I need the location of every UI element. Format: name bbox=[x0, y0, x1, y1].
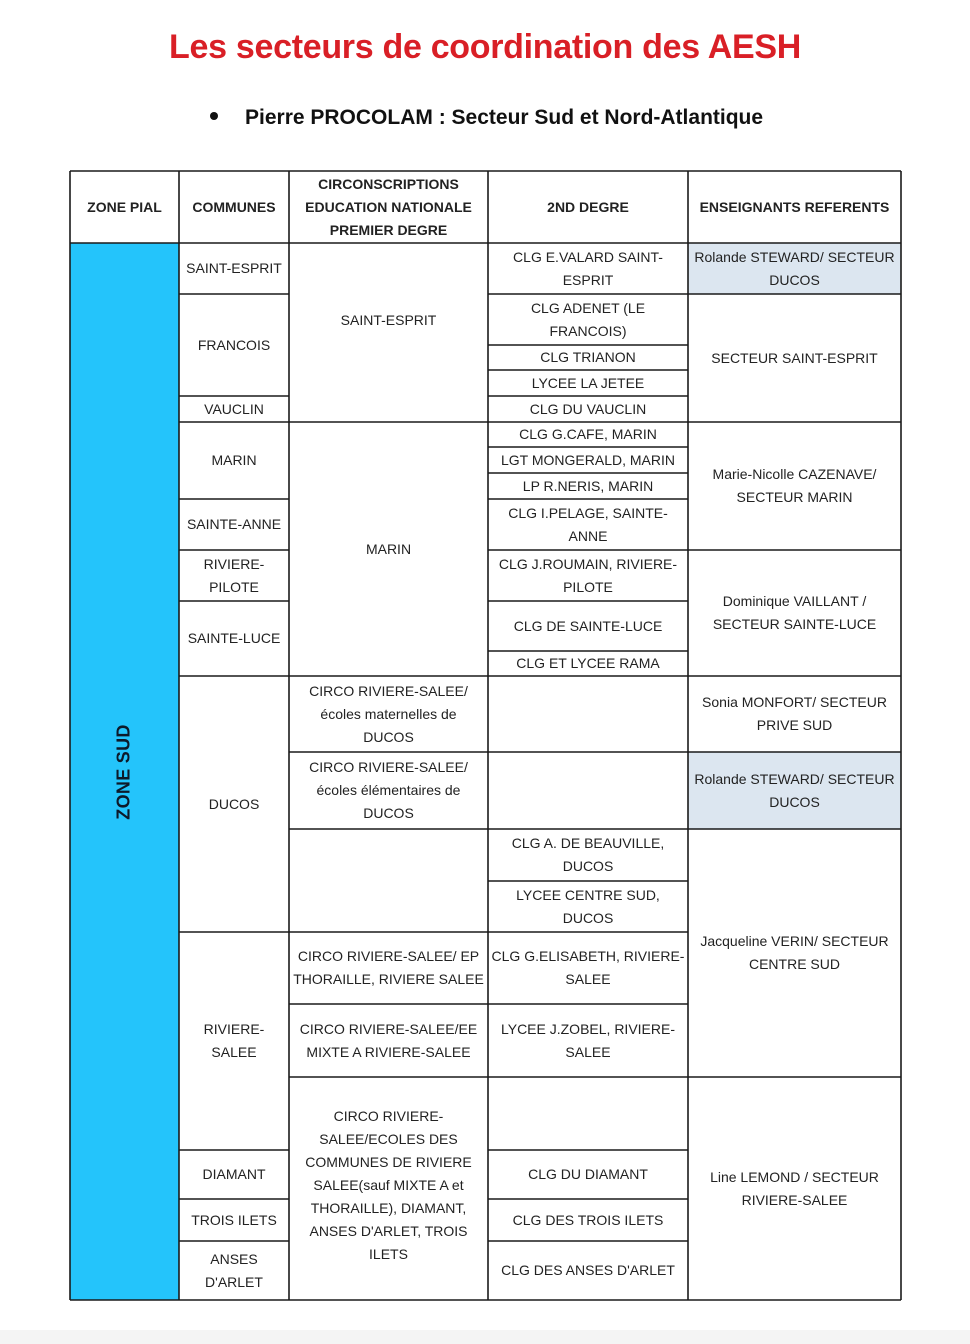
commune-saint-esprit: SAINT-ESPRIT bbox=[186, 260, 282, 276]
commune-riviere-salee: RIVIERE-SALEE bbox=[203, 1021, 265, 1060]
school-clg-cafe: CLG G.CAFE, MARIN bbox=[519, 426, 657, 442]
school-lycee-centre-sud: LYCEE CENTRE SUD, DUCOS bbox=[516, 886, 660, 926]
commune-sainte-anne: SAINTE-ANNE bbox=[186, 516, 282, 532]
ref-lemond-line2: RIVIERE-SALEE bbox=[741, 1191, 848, 1208]
ref-saint-esprit: SECTEUR SAINT-ESPRIT bbox=[711, 349, 878, 366]
commune-trois-ilets: TROIS ILETS bbox=[191, 1211, 277, 1228]
header-circ-line2: EDUCATION NATIONALE bbox=[305, 198, 472, 215]
header-circ-line3: PREMIER DEGRE bbox=[329, 221, 448, 238]
header-2nd-degre: 2ND DEGRE bbox=[547, 198, 629, 215]
commune-anses-line2: D'ARLET bbox=[205, 1273, 263, 1290]
ref-vaillant-line2: SECTEUR SAINTE-LUCE bbox=[712, 616, 877, 632]
school-valard-line1: CLG E.VALARD SAINT- bbox=[513, 248, 663, 265]
ref-monfort-line1: Sonia MONFORT/ SECTEUR bbox=[702, 694, 887, 710]
circ-rs-ep-line2: THORAILLE, RIVIERE SALEE bbox=[293, 971, 484, 987]
school-elisabeth-line2: SALEE bbox=[565, 971, 611, 987]
ref-cazenave-line2: SECTEUR MARIN bbox=[736, 489, 853, 505]
ref-steward-2-line1: Rolande STEWARD/ SECTEUR bbox=[694, 770, 895, 787]
school-roumain-line1: CLG J.ROUMAIN, RIVIERE- bbox=[498, 555, 678, 572]
zone-sud-label: ZONE SUD bbox=[113, 724, 134, 820]
commune-vauclin: VAUCLIN bbox=[204, 400, 264, 417]
ref-steward-2-line2: DUCOS bbox=[769, 793, 820, 810]
ref-monfort-line2: PRIVE SUD bbox=[756, 717, 833, 733]
header-circ-line1: CIRCONSCRIPTIONS bbox=[318, 175, 459, 192]
circ-rs-ecoles-line4: SALEE(sauf MIXTE A et bbox=[313, 1177, 464, 1193]
school-zobel-line1: LYCEE J.ZOBEL, RIVIERE- bbox=[500, 1020, 675, 1037]
circ-marin: MARIN bbox=[365, 540, 412, 557]
circ-rs-ecoles-line2: SALEE/ECOLES DES bbox=[319, 1131, 458, 1147]
school-elisabeth-line1: CLG G.ELISABETH, RIVIERE- bbox=[491, 948, 685, 964]
page-bottom-edge bbox=[0, 1330, 970, 1344]
header-zone-pial: ZONE PIAL bbox=[87, 198, 162, 215]
ref-verin-line2: CENTRE SUD bbox=[748, 956, 840, 972]
school-clg-vauclin: CLG DU VAUCLIN bbox=[529, 400, 647, 417]
circ-rs-ee-line1: CIRCO RIVIERE-SALEE/EE bbox=[299, 1020, 478, 1037]
school-clg-sainte-luce: CLG DE SAINTE-LUCE bbox=[513, 617, 663, 634]
ref-steward-1-line1: Rolande STEWARD/ SECTEUR bbox=[694, 248, 895, 265]
school-valard-line2: ESPRIT bbox=[562, 271, 614, 288]
school-pelage-line1: CLG I.PELAGE, SAINTE- bbox=[508, 504, 668, 521]
school-beauville-line1: CLG A. DE BEAUVILLE, bbox=[511, 835, 665, 851]
circ-rs-mat-line2: écoles maternelles de bbox=[320, 705, 457, 722]
circ-rs-mat-line1: CIRCO RIVIERE-SALEE/ bbox=[309, 682, 468, 699]
commune-anses-line1: ANSES bbox=[210, 1250, 258, 1267]
school-beauville-line2: DUCOS bbox=[562, 858, 614, 874]
circ-rs-ecoles-line3: COMMUNES DE RIVIERE bbox=[305, 1154, 472, 1170]
subtitle: Pierre PROCOLAM : Secteur Sud et Nord-Atlantique bbox=[245, 106, 764, 129]
circ-rs-ecoles-line1: CIRCO RIVIERE- bbox=[333, 1108, 444, 1124]
circ-rs-mat-line3: DUCOS bbox=[363, 728, 414, 745]
circ-rs-elem-line1: CIRCO RIVIERE-SALEE/ bbox=[309, 759, 468, 775]
school-lgt-mongerald: LGT MONGERALD, MARIN bbox=[501, 451, 675, 468]
school-clg-trianon: CLG TRIANON bbox=[540, 349, 636, 365]
school-clg-trois-ilets: CLG DES TROIS ILETS bbox=[512, 1211, 664, 1228]
commune-marin: MARIN bbox=[211, 452, 257, 468]
commune-riviere-pilote: RIVIERE-PILOTE bbox=[203, 555, 265, 595]
circ-rs-ee-line2: MIXTE A RIVIERE-SALEE bbox=[306, 1043, 471, 1060]
commune-ducos: DUCOS bbox=[208, 795, 260, 812]
ref-verin-line1: Jacqueline VERIN/ SECTEUR bbox=[700, 933, 889, 949]
circ-rs-ecoles-line7: ILETS bbox=[369, 1246, 408, 1262]
school-clg-anses-darlet: CLG DES ANSES D'ARLET bbox=[501, 1262, 675, 1278]
page-title: Les secteurs de coordination des AESH bbox=[169, 28, 801, 66]
circ-rs-ecoles-line5: THORAILLE), DIAMANT, bbox=[310, 1200, 467, 1216]
ref-steward-1-line2: DUCOS bbox=[769, 271, 820, 288]
circ-rs-ecoles-line6: ANSES D'ARLET, TROIS bbox=[309, 1223, 468, 1239]
school-clg-adenet: CLG ADENET (LE FRANCOIS) bbox=[530, 299, 646, 339]
school-lp-neris: LP R.NERIS, MARIN bbox=[522, 477, 654, 494]
circ-rs-elem-line3: DUCOS bbox=[363, 805, 414, 821]
school-roumain-line2: PILOTE bbox=[563, 578, 613, 595]
school-pelage-line2: ANNE bbox=[568, 527, 608, 544]
school-zobel-line2: SALEE bbox=[565, 1043, 611, 1060]
school-clg-diamant: CLG DU DIAMANT bbox=[528, 1166, 648, 1182]
commune-francois: FRANCOIS bbox=[197, 336, 271, 353]
school-lycee-jetee: LYCEE LA JETEE bbox=[531, 374, 645, 391]
ref-vaillant-line1: Dominique VAILLANT / bbox=[722, 593, 867, 609]
circ-saint-esprit-text: SAINT-ESPRIT bbox=[340, 312, 437, 328]
commune-sainte-luce: SAINTE-LUCE bbox=[187, 630, 281, 646]
circ-rs-ep-line1: CIRCO RIVIERE-SALEE/ EP bbox=[297, 948, 480, 964]
circ-rs-elem-line2: écoles élémentaires de bbox=[316, 782, 461, 798]
header-enseignants-referents: ENSEIGNANTS REFERENTS bbox=[699, 198, 890, 215]
ref-cazenave-line1: Marie-Nicolle CAZENAVE/ bbox=[712, 466, 877, 482]
header-communes: COMMUNES bbox=[192, 198, 276, 215]
ref-lemond-line1: Line LEMOND / SECTEUR bbox=[710, 1168, 879, 1185]
school-clg-lycee-rama: CLG ET LYCEE RAMA bbox=[516, 655, 660, 671]
commune-diamant: DIAMANT bbox=[202, 1166, 266, 1182]
